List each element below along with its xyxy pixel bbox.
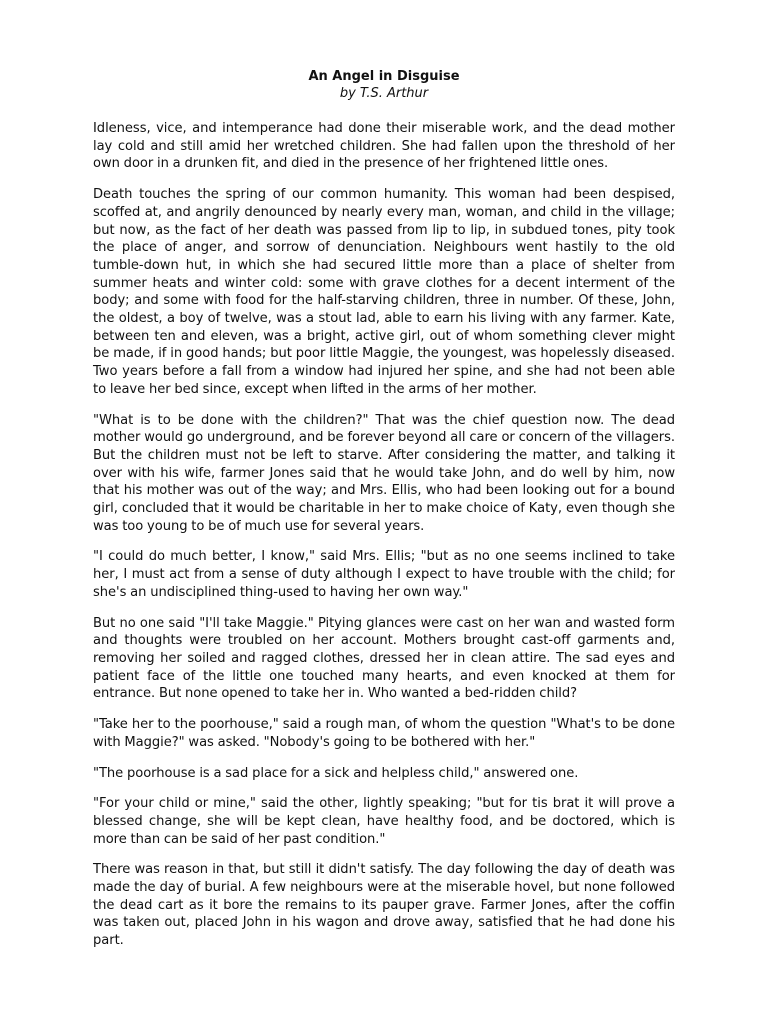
paragraph-4: "I could do much better, I know," said Mrs. Ellis; "but as no one seems inclined to take her, I must act from a sense of duty although I expect to have trouble with the child; for she's an undisciplined thing-used to having her own way." xyxy=(93,549,675,600)
paragraph-2: Death touches the spring of our common humanity. This woman had been despised, scoffed at, and angrily denounced by nearly every man, woman, and child in the village; but now, as the fact of her death was passed from lip to lip, in subdued tones, pity took the place of anger, and sorrow of denunciation. Neighbours went hastily to the old tumble-down hut, in which she had secured little more than a place of shelter from summer heats and winter cold: some with grave clothes for a decent interment of the body; and some with food for the half-starving children, three in number. Of these, John, the oldest, a boy of twelve, was a stout lad, able to earn his living with any farmer. Kate, between ten and eleven, was a bright, active girl, out of whom something clever might be made, if in good hands; but poor little Maggie, the youngest, was hopelessly diseased. Two years before a fall from a window had injured her spine, and she had not been able to leave her bed since, except when lifted in the arms of her mother. xyxy=(93,187,675,397)
paragraph-8: "For your child or mine," said the other, lightly speaking; "but for tis brat it will prove a blessed change, she will be kept clean, have healthy food, and be doctored, which is more than can be said of her past condition." xyxy=(93,796,675,847)
paragraph-6: "Take her to the poorhouse," said a rough man, of whom the question "What's to be done with Maggie?" was asked. "Nobody's going to be bothered with her." xyxy=(93,717,675,750)
paragraph-5: But no one said "I'll take Maggie." Pitying glances were cast on her wan and wasted form and thoughts were troubled on her account. Mothers brought cast-off garments and, removing her soiled and ragged clothes, dressed her in clean attire. The sad eyes and patient face of the little one touched many hearts, and even knocked at them for entrance. But none opened to take her in. Who wanted a bed-ridden child? xyxy=(93,615,675,702)
paragraph-7: "The poorhouse is a sad place for a sick and helpless child," answered one. xyxy=(93,765,579,781)
paragraph-3: "What is to be done with the children?" That was the chief question now. The dead mother would go underground, and be forever beyond all care or concern of the villagers. But the children must not be left to starve. After considering the matter, and talking it over with his wife, farmer Jones said that he would take John, and do well by him, now that his mother was out of the way; and Mrs. Ellis, who had been looking out for a bound girl, concluded that it would be charitable in her to make choice of Katy, even though she was too young to be of much use for several years. xyxy=(93,412,675,534)
document-author: by T.S. Arthur xyxy=(339,86,429,101)
paragraph-1: Idleness, vice, and intemperance had done their miserable work, and the dead mother lay cold and still amid her wretched children. She had fallen upon the threshold of her own door in a drunken fit, and died in the presence of her frightened little ones. xyxy=(93,121,675,172)
document-page xyxy=(93,68,675,963)
title-block xyxy=(93,68,675,102)
paragraph-9: There was reason in that, but still it didn't satisfy. The day following the day of death was made the day of burial. A few neighbours were at the miserable hovel, but none followed the dead cart as it bore the remains to its pauper grave. Farmer Jones, after the coffin was taken out, placed John in his wagon and drove away, satisfied that he had done his part. xyxy=(93,862,675,949)
document-title: An Angel in Disguise xyxy=(308,69,460,84)
